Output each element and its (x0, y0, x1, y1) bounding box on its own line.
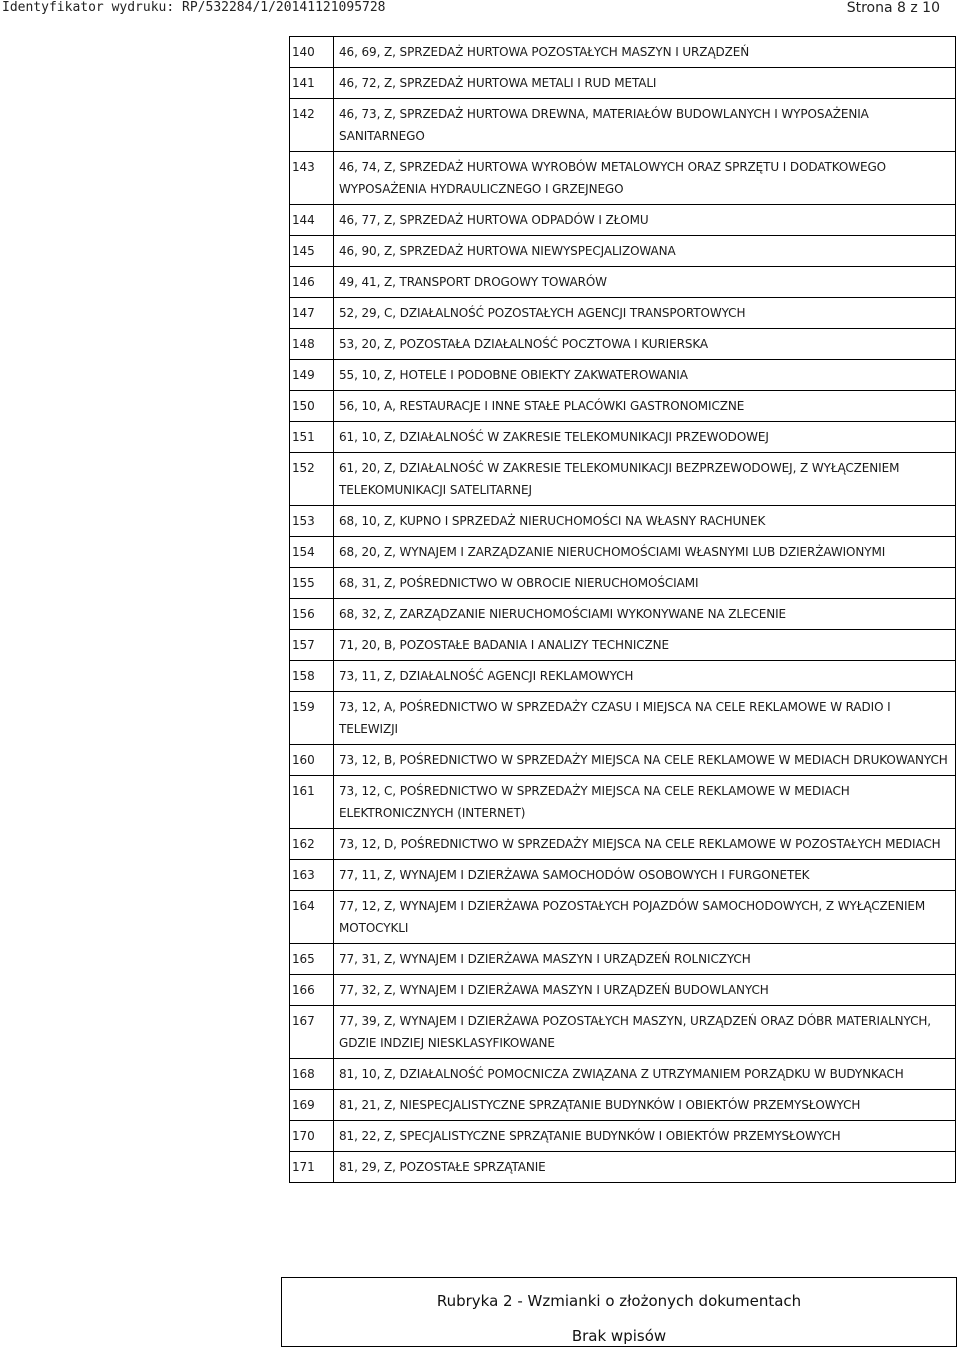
row-number: 158 (290, 661, 334, 692)
table-row (290, 692, 956, 745)
section-title: Rubryka 2 - Wzmianki o złożonych dokumentach (436, 1292, 802, 1310)
activity-description: 68, 32, Z, ZARZĄDZANIE NIERUCHOMOŚCIAMI WYKONYWANE NA ZLECENIE (334, 599, 956, 630)
activity-description: 46, 69, Z, SPRZEDAŻ HURTOWA POZOSTAŁYCH MASZYN I URZĄDZEŃ (334, 37, 956, 68)
row-number: 154 (290, 537, 334, 568)
row-number: 149 (290, 360, 334, 391)
row-number: 151 (290, 422, 334, 453)
table-row (290, 152, 956, 205)
row-number: 165 (290, 944, 334, 975)
activity-description: 56, 10, A, RESTAURACJE I INNE STAŁE PLACÓWKI GASTRONOMICZNE (334, 391, 956, 422)
table-row (290, 1121, 956, 1152)
activity-description: 81, 29, Z, POZOSTAŁE SPRZĄTANIE (334, 1152, 956, 1183)
activity-description: 52, 29, C, DZIAŁALNOŚĆ POZOSTAŁYCH AGENCJI TRANSPORTOWYCH (334, 298, 956, 329)
activity-description: 77, 32, Z, WYNAJEM I DZIERŻAWA MASZYN I URZĄDZEŃ BUDOWLANYCH (334, 975, 956, 1006)
row-number: 163 (290, 860, 334, 891)
row-number: 145 (290, 236, 334, 267)
row-number: 167 (290, 1006, 334, 1059)
activity-description: 61, 10, Z, DZIAŁALNOŚĆ W ZAKRESIE TELEKOMUNIKACJI PRZEWODOWEJ (334, 422, 956, 453)
table-row (290, 829, 956, 860)
table-row (290, 360, 956, 391)
table-row (290, 891, 956, 944)
table-row (290, 745, 956, 776)
table-row (290, 37, 956, 68)
activity-description: 81, 10, Z, DZIAŁALNOŚĆ POMOCNICZA ZWIĄZANA Z UTRZYMANIEM PORZĄDKU W BUDYNKACH (334, 1059, 956, 1090)
activity-description: 46, 73, Z, SPRZEDAŻ HURTOWA DREWNA, MATERIAŁÓW BUDOWLANYCH I WYPOSAŻENIA SANITARNEGO (334, 99, 956, 152)
row-number: 144 (290, 205, 334, 236)
table-row (290, 568, 956, 599)
pkd-activity-table (289, 36, 956, 1183)
activity-description: 68, 10, Z, KUPNO I SPRZEDAŻ NIERUCHOMOŚCI NA WŁASNY RACHUNEK (334, 506, 956, 537)
row-number: 153 (290, 506, 334, 537)
row-number: 155 (290, 568, 334, 599)
activity-description: 53, 20, Z, POZOSTAŁA DZIAŁALNOŚĆ POCZTOWA I KURIERSKA (334, 329, 956, 360)
activity-description: 81, 22, Z, SPECJALISTYCZNE SPRZĄTANIE BUDYNKÓW I OBIEKTÓW PRZEMYSŁOWYCH (334, 1121, 956, 1152)
activity-description: 73, 12, C, POŚREDNICTWO W SPRZEDAŻY MIEJSCA NA CELE REKLAMOWE W MEDIACH ELEKTRONICZNYCH (INTERNET) (334, 776, 956, 829)
table-row (290, 630, 956, 661)
row-number: 162 (290, 829, 334, 860)
row-number: 159 (290, 692, 334, 745)
page-header (0, 0, 960, 20)
section-value: Brak wpisów (571, 1327, 667, 1345)
activity-description: 77, 12, Z, WYNAJEM I DZIERŻAWA POZOSTAŁYCH POJAZDÓW SAMOCHODOWYCH, Z WYŁĄCZENIEM MOTOCYKLI (334, 891, 956, 944)
activity-description: 68, 20, Z, WYNAJEM I ZARZĄDZANIE NIERUCHOMOŚCIAMI WŁASNYMI LUB DZIERŻAWIONYMI (334, 537, 956, 568)
activity-description: 73, 12, A, POŚREDNICTWO W SPRZEDAŻY CZASU I MIEJSCA NA CELE REKLAMOWE W RADIO I TELEWIZJI (334, 692, 956, 745)
row-number: 150 (290, 391, 334, 422)
table-row (290, 975, 956, 1006)
row-number: 157 (290, 630, 334, 661)
table-row (290, 298, 956, 329)
activity-description: 55, 10, Z, HOTELE I PODOBNE OBIEKTY ZAKWATEROWANIA (334, 360, 956, 391)
row-number: 161 (290, 776, 334, 829)
table-row (290, 537, 956, 568)
activity-description: 68, 31, Z, POŚREDNICTWO W OBROCIE NIERUCHOMOŚCIAMI (334, 568, 956, 599)
row-number: 147 (290, 298, 334, 329)
row-number: 166 (290, 975, 334, 1006)
table-row (290, 422, 956, 453)
documents-section (281, 1277, 957, 1347)
row-number: 140 (290, 37, 334, 68)
row-number: 148 (290, 329, 334, 360)
row-number: 142 (290, 99, 334, 152)
table-row (290, 1090, 956, 1121)
activity-description: 46, 74, Z, SPRZEDAŻ HURTOWA WYROBÓW METALOWYCH ORAZ SPRZĘTU I DODATKOWEGO WYPOSAŻENIA HYDRAULICZNEGO I GRZEJNEGO (334, 152, 956, 205)
table-row (290, 205, 956, 236)
table-row (290, 99, 956, 152)
table-row (290, 860, 956, 891)
page-number: Strona 8 z 10 (846, 0, 940, 16)
row-number: 146 (290, 267, 334, 298)
table-row (290, 776, 956, 829)
table-row (290, 1059, 956, 1090)
row-number: 164 (290, 891, 334, 944)
row-number: 170 (290, 1121, 334, 1152)
table-row (290, 599, 956, 630)
table-row (290, 267, 956, 298)
activity-description: 77, 31, Z, WYNAJEM I DZIERŻAWA MASZYN I URZĄDZEŃ ROLNICZYCH (334, 944, 956, 975)
activity-description: 61, 20, Z, DZIAŁALNOŚĆ W ZAKRESIE TELEKOMUNIKACJI BEZPRZEWODOWEJ, Z WYŁĄCZENIEM TELEKOMUNIKACJI SATELITARNEJ (334, 453, 956, 506)
table-row (290, 506, 956, 537)
table-row (290, 1152, 956, 1183)
row-number: 160 (290, 745, 334, 776)
pkd-table-body (290, 37, 956, 1183)
activity-description: 77, 39, Z, WYNAJEM I DZIERŻAWA POZOSTAŁYCH MASZYN, URZĄDZEŃ ORAZ DÓBR MATERIALNYCH, GDZIE INDZIEJ NIESKLASYFIKOWANE (334, 1006, 956, 1059)
row-number: 171 (290, 1152, 334, 1183)
table-row (290, 944, 956, 975)
print-identifier: Identyfikator wydruku: RP/532284/1/20141121095728 (2, 0, 386, 15)
table-row (290, 68, 956, 99)
activity-description: 73, 11, Z, DZIAŁALNOŚĆ AGENCJI REKLAMOWYCH (334, 661, 956, 692)
activity-description: 49, 41, Z, TRANSPORT DROGOWY TOWARÓW (334, 267, 956, 298)
activity-description: 77, 11, Z, WYNAJEM I DZIERŻAWA SAMOCHODÓW OSOBOWYCH I FURGONETEK (334, 860, 956, 891)
row-number: 152 (290, 453, 334, 506)
row-number: 141 (290, 68, 334, 99)
activity-description: 46, 90, Z, SPRZEDAŻ HURTOWA NIEWYSPECJALIZOWANA (334, 236, 956, 267)
activity-description: 81, 21, Z, NIESPECJALISTYCZNE SPRZĄTANIE BUDYNKÓW I OBIEKTÓW PRZEMYSŁOWYCH (334, 1090, 956, 1121)
activity-description: 46, 77, Z, SPRZEDAŻ HURTOWA ODPADÓW I ZŁOMU (334, 205, 956, 236)
activity-description: 73, 12, D, POŚREDNICTWO W SPRZEDAŻY MIEJSCA NA CELE REKLAMOWE W POZOSTAŁYCH MEDIACH (334, 829, 956, 860)
table-row (290, 453, 956, 506)
table-row (290, 329, 956, 360)
table-row (290, 661, 956, 692)
row-number: 168 (290, 1059, 334, 1090)
activity-description: 46, 72, Z, SPRZEDAŻ HURTOWA METALI I RUD METALI (334, 68, 956, 99)
activity-description: 73, 12, B, POŚREDNICTWO W SPRZEDAŻY MIEJSCA NA CELE REKLAMOWE W MEDIACH DRUKOWANYCH (334, 745, 956, 776)
activity-description: 71, 20, B, POZOSTAŁE BADANIA I ANALIZY TECHNICZNE (334, 630, 956, 661)
table-row (290, 1006, 956, 1059)
row-number: 143 (290, 152, 334, 205)
row-number: 156 (290, 599, 334, 630)
table-row (290, 391, 956, 422)
table-row (290, 236, 956, 267)
row-number: 169 (290, 1090, 334, 1121)
